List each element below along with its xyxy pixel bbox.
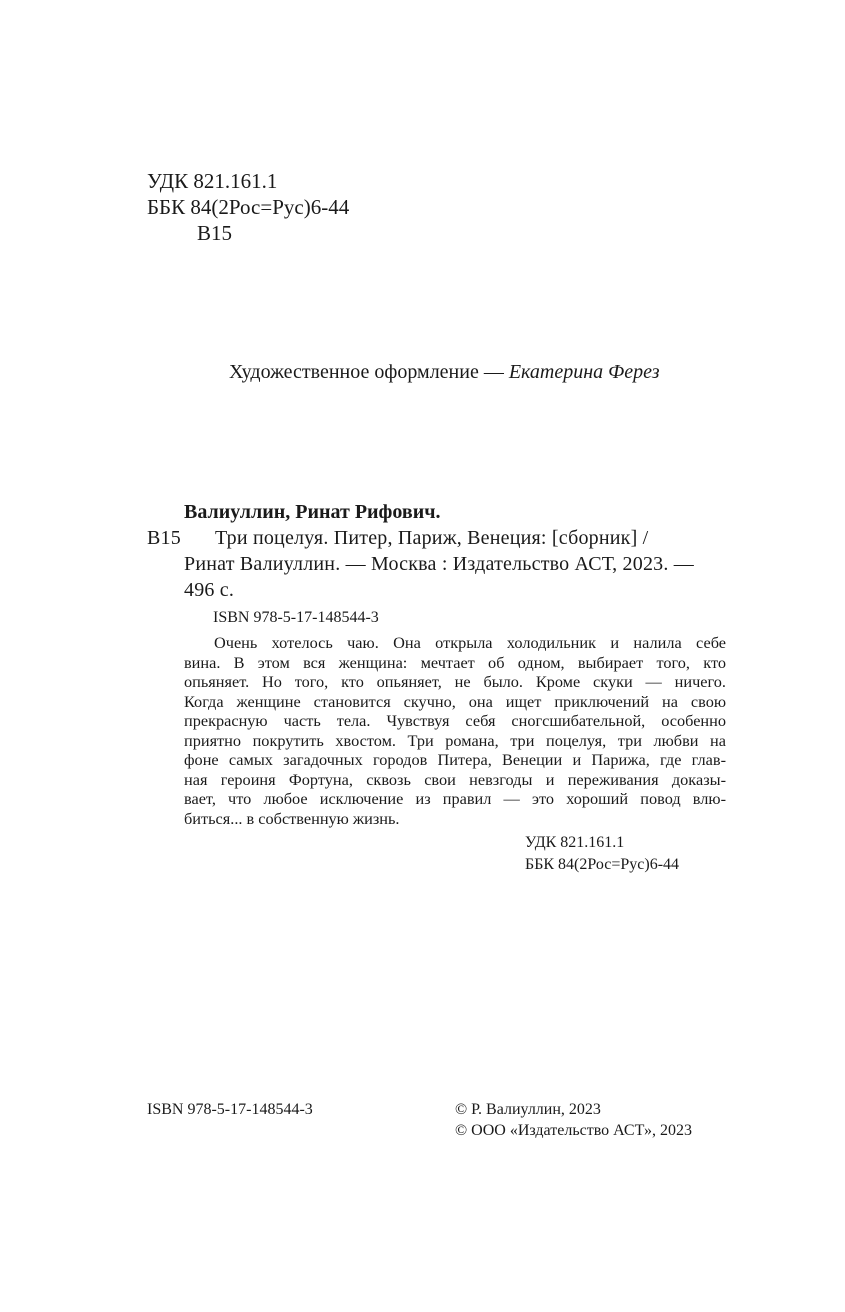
- header-udk: УДК 821.161.1: [147, 169, 278, 193]
- catalog-isbn: ISBN 978-5-17-148544-3: [213, 609, 379, 626]
- design-credit: [229, 361, 660, 384]
- catalog-pages: 496 с.: [184, 579, 235, 601]
- annotation-line: вина. В этом вся женщина: мечтает об одном, выбирает того, кто: [184, 652, 726, 672]
- annotation-line: прекрасную часть тела. Чувствуя себя сногсшибательной, особенно: [184, 711, 726, 730]
- catalog-title-line: Ринат Валиуллин. — Москва : Издательство АСТ, 2023. —: [184, 553, 694, 575]
- annotation-line: опьяняет. Но того, кто опьяняет, не было. Кроме скуки — ничего.: [184, 672, 726, 691]
- annotation-line: ная героиня Фортуна, сквозь свои невзгоды и переживания доказы-: [184, 769, 726, 789]
- annotation-line: Когда женщине становится скучно, она ищет приключений на свою: [184, 691, 726, 711]
- annotation-line: вает, что любое исключение из правил — это хороший повод влю-: [184, 789, 726, 808]
- annotation-line: приятно покрутить хвостом. Три романа, три поцелуя, три любви на: [184, 730, 726, 750]
- annotation-line: Очень хотелось чаю. Она открыла холодильник и налила себе: [214, 633, 726, 652]
- design-credit-artist: Екатерина Ферез: [508, 361, 660, 383]
- catalog-title-line: Три поцелуя. Питер, Париж, Венеция: [сборник] /: [215, 527, 649, 549]
- catalog-author-mark: В15: [147, 527, 181, 549]
- catalog-udk: УДК 821.161.1: [525, 834, 625, 851]
- header-bbk: ББК 84(2Рос=Рус)6-44: [147, 195, 350, 219]
- catalog-bbk: ББК 84(2Рос=Рус)6-44: [525, 856, 680, 873]
- copyright-author: © Р. Валиуллин, 2023: [455, 1101, 601, 1118]
- design-credit-label: Художественное оформление —: [229, 361, 509, 383]
- annotation: [184, 633, 726, 828]
- footer-isbn: ISBN 978-5-17-148544-3: [147, 1101, 313, 1118]
- header-author-mark: В15: [197, 221, 233, 245]
- catalog-author: Валиуллин, Ринат Рифович.: [184, 501, 441, 523]
- annotation-line: фоне самых загадочных городов Питера, Венеции и Парижа, где глав-: [184, 750, 726, 769]
- annotation-line: биться... в собственную жизнь.: [184, 808, 400, 828]
- copyright-publisher: © ООО «Издательство АСТ», 2023: [455, 1122, 692, 1139]
